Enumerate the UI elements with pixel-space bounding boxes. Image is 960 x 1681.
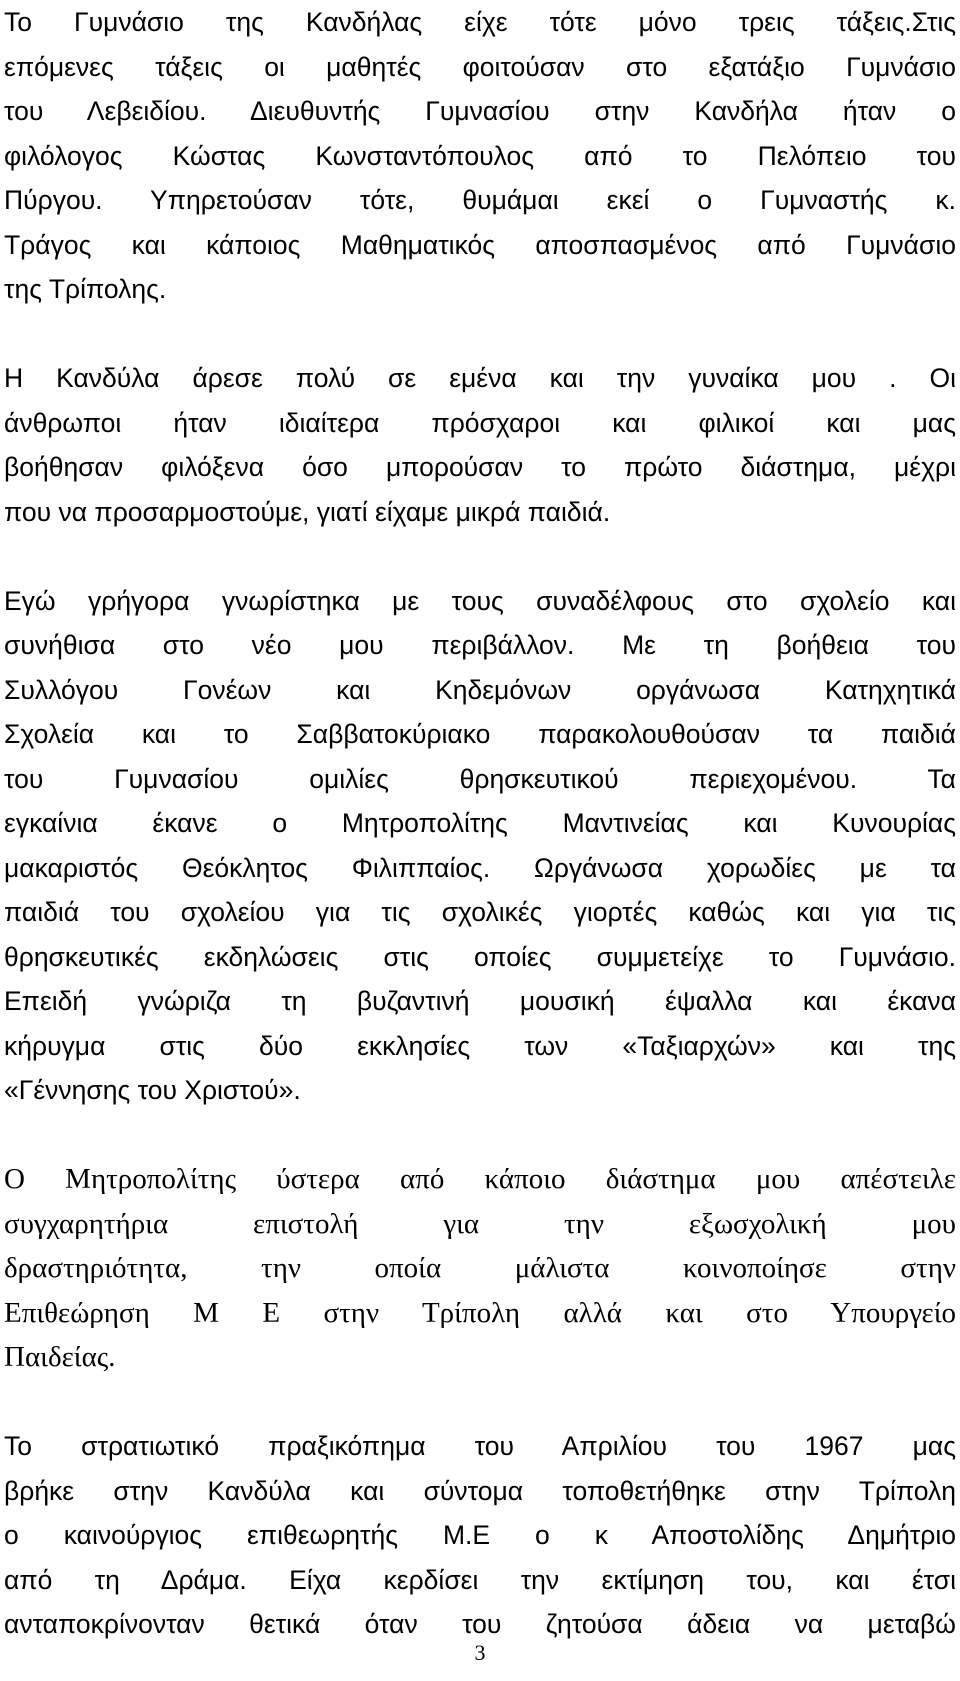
text-line: Επιθεώρηση Μ Ε στην Τρίπολη αλλά και στο Υπουργείο — [4, 1296, 956, 1329]
paragraph-gap — [4, 1380, 956, 1425]
paragraph-1 — [4, 0, 956, 312]
paragraph-2 — [4, 356, 956, 534]
text-line: συγχαρητήρια επιστολή για την εξωσχολική μου — [4, 1207, 956, 1240]
text-line: Η Κανδύλα άρεσε πολύ σε εμένα και την γυναίκα μου . Οι — [4, 363, 956, 393]
text-line: εγκαίνια έκανε ο Μητροπολίτης Μαντινείας και Κυνουρίας — [4, 808, 956, 838]
text-line: βοήθησαν φιλόξενα όσο μπορούσαν το πρώτο διάστημα, μέχρι — [4, 452, 956, 482]
text-line: επόμενες τάξεις οι μαθητές φοιτούσαν στο εξατάξιο Γυμνάσιο — [4, 51, 956, 82]
text-line: φιλόλογος Κώστας Κωνσταντόπουλος από το Πελόπειο του — [4, 140, 956, 171]
text-line: θρησκευτικές εκδηλώσεις στις οποίες συμμετείχε το Γυμνάσιο. — [4, 941, 956, 972]
paragraph-gap — [4, 534, 956, 579]
text-line: ανταποκρίνονταν θετικά όταν του ζητούσα άδεια να μεταβώ — [4, 1609, 956, 1639]
text-line: Ο Μητροπολίτης ύστερα από κάποιο διάστημα μου απέστειλε — [4, 1163, 956, 1195]
text-line: της Τρίπολης. — [4, 274, 167, 304]
text-line: παιδιά του σχολείου για τις σχολικές γιορτές καθώς και για τις — [4, 897, 956, 927]
text-line: «Γέννησης του Χριστού». — [4, 1075, 301, 1105]
text-line: Το στρατιωτικό πραξικόπημα του Απριλίου του 1967 μας — [4, 1431, 956, 1461]
text-line: άνθρωποι ήταν ιδιαίτερα πρόσχαροι και φιλικοί και μας — [4, 407, 956, 438]
text-line: Παιδείας. — [4, 1341, 116, 1373]
paragraph-5 — [4, 1424, 956, 1647]
paragraph-gap — [4, 1113, 956, 1158]
text-line: του Λεβειδίου. Διευθυντής Γυμνασίου στην Κανδήλα ήταν ο — [4, 96, 956, 126]
text-line: Συλλόγου Γονέων και Κηδεμόνων οργάνωσα Κατηχητικά — [4, 674, 956, 705]
text-line: Επειδή γνώριζα τη βυζαντινή μουσική έψαλλα και έκανα — [4, 986, 956, 1016]
text-line: Πύργου. Υπηρετούσαν τότε, θυμάμαι εκεί ο Γυμναστής κ. — [4, 185, 956, 215]
text-line: συνήθισα στο νέο μου περιβάλλον. Με τη βοήθεια του — [4, 630, 956, 660]
paragraph-4 — [4, 1157, 956, 1380]
text-line: Το Γυμνάσιο της Κανδήλας είχε τότε μόνο τρεις τάξεις.Στις — [4, 7, 956, 37]
text-line: κήρυγμα στις δύο εκκλησίες των «Ταξιαρχών» και της — [4, 1030, 956, 1061]
text-line: που να προσαρμοστούμε, γιατί είχαμε μικρά παιδιά. — [4, 496, 611, 527]
paragraph-3 — [4, 579, 956, 1113]
text-line: μακαριστός Θεόκλητος Φιλιππαίος. Ωργάνωσα χορωδίες με τα — [4, 852, 956, 883]
text-line: ο καινούργιος επιθεωρητής Μ.Ε ο κ Αποστολίδης Δημήτριο — [4, 1520, 956, 1550]
text-line: του Γυμνασίου ομιλίες θρησκευτικού περιεχομένου. Τα — [4, 763, 956, 794]
text-line: βρήκε στην Κανδύλα και σύντομα τοποθετήθηκε στην Τρίπολη — [4, 1475, 956, 1506]
text-line: Εγώ γρήγορα γνωρίστηκα με τους συναδέλφους στο σχολείο και — [4, 585, 956, 616]
text-line: δραστηριότητα, την οποία μάλιστα κοινοποίησε στην — [4, 1252, 956, 1284]
text-line: Σχολεία και το Σαββατοκύριακο παρακολουθούσαν τα παιδιά — [4, 719, 956, 749]
text-line: Τράγος και κάποιος Μαθηματικός αποσπασμένος από Γυμνάσιο — [4, 229, 956, 260]
text-line: από τη Δράμα. Είχα κερδίσει την εκτίμηση του, και έτσι — [4, 1564, 956, 1595]
paragraph-gap — [4, 312, 956, 357]
page-number: 3 — [474, 1640, 486, 1665]
